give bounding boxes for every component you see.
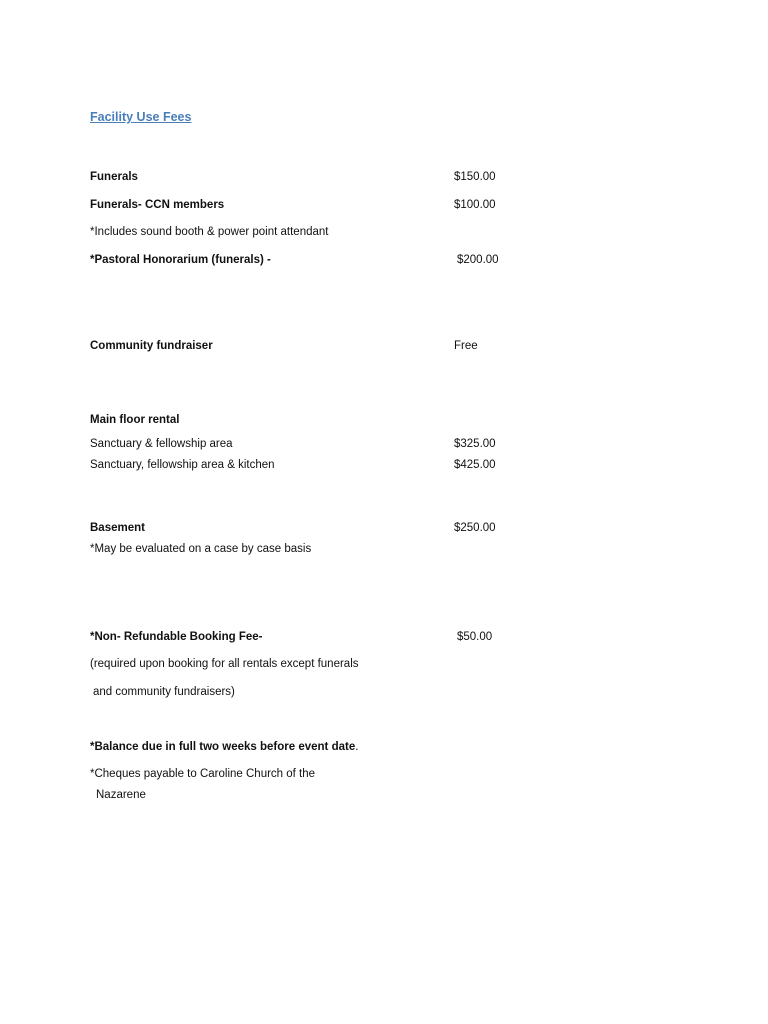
balance-note-period: . [355,741,359,753]
funerals-ccn-price: $100.00 [454,199,496,211]
basement-note: *May be evaluated on a case by case basis [90,543,312,555]
booking-fee-note-line2: and community fundraisers) [93,686,235,698]
booking-fee-label: *Non- Refundable Booking Fee- [90,631,263,643]
booking-fee-note-line1: (required upon booking for all rentals except funerals [90,658,359,670]
community-label: Community fundraiser [90,340,213,352]
balance-note [90,740,358,754]
sanctuary-kitchen-price: $425.00 [454,459,496,471]
pastoral-price: $200.00 [457,254,499,266]
sanctuary-kitchen-label: Sanctuary, fellowship area & kitchen [90,459,275,471]
funerals-ccn-label: Funerals- CCN members [90,199,225,211]
sanctuary-fellowship-price: $325.00 [454,438,496,450]
page-title: Facility Use Fees [90,110,192,124]
includes-note: *Includes sound booth & power point attendant [90,226,329,238]
pastoral-label: *Pastoral Honorarium (funerals) - [90,254,271,266]
booking-fee-price: $50.00 [457,631,493,643]
funerals-label: Funerals [90,171,138,183]
community-price: Free [454,340,478,352]
basement-label: Basement [90,522,145,534]
cheques-line1: *Cheques payable to Caroline Church of the [90,768,316,780]
balance-note-bold: *Balance due in full two weeks before event date [90,741,356,753]
basement-price: $250.00 [454,522,496,534]
cheques-line2: Nazarene [96,789,146,801]
sanctuary-fellowship-label: Sanctuary & fellowship area [90,438,233,450]
funerals-price: $150.00 [454,171,496,183]
main-floor-heading: Main floor rental [90,414,180,426]
